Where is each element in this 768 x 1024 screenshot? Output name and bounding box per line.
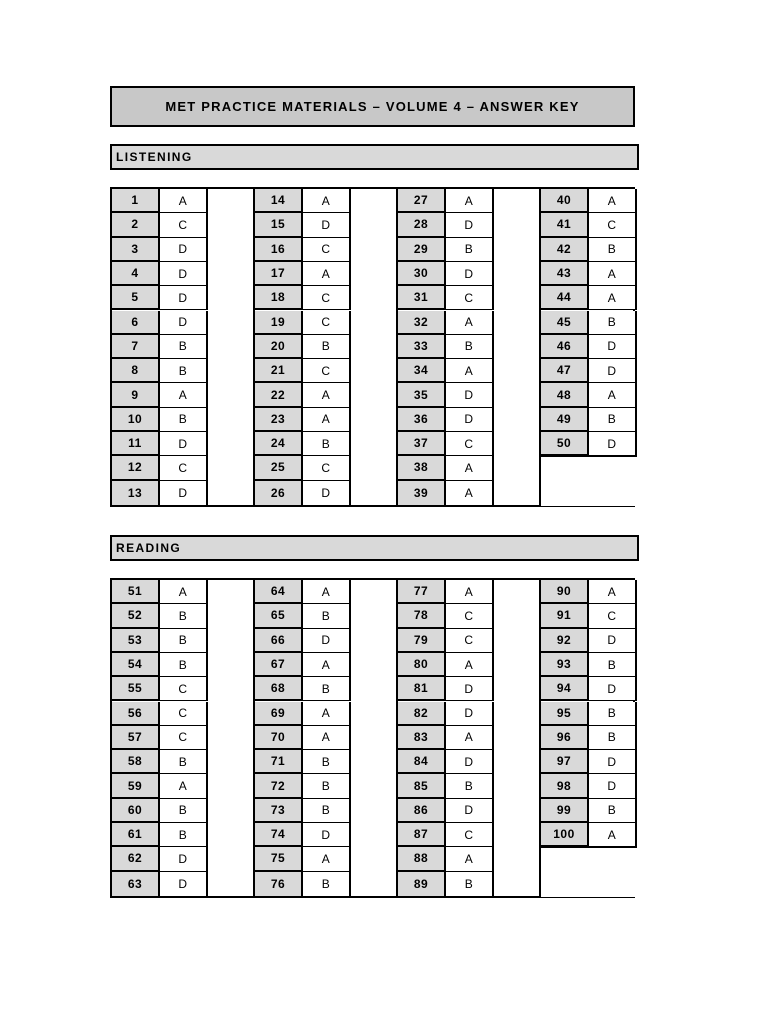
answer-letter: A: [446, 847, 494, 871]
answer-letter: D: [446, 677, 494, 701]
answer-letter: D: [446, 383, 494, 407]
question-number: 62: [112, 847, 160, 871]
question-number: 81: [398, 677, 446, 701]
answer-letter: D: [589, 359, 637, 383]
question-number: 100: [541, 823, 589, 847]
answer-letter: B: [160, 359, 208, 383]
answer-letter: C: [446, 823, 494, 847]
answer-letter: A: [446, 311, 494, 335]
question-number: 82: [398, 702, 446, 726]
question-number: 45: [541, 311, 589, 335]
question-number: 86: [398, 799, 446, 823]
question-number: 9: [112, 383, 160, 407]
answer-letter: D: [446, 262, 494, 286]
question-number: 76: [255, 872, 303, 896]
answer-letter: C: [160, 456, 208, 480]
section-header-reading: READING: [110, 535, 639, 561]
question-number: 98: [541, 774, 589, 798]
question-number: 27: [398, 189, 446, 213]
question-number: 57: [112, 726, 160, 750]
answer-letter: D: [160, 432, 208, 456]
question-number: 88: [398, 847, 446, 871]
question-number: 72: [255, 774, 303, 798]
answer-letter: D: [160, 238, 208, 262]
question-number: 59: [112, 774, 160, 798]
answer-letter: B: [160, 604, 208, 628]
question-number: 34: [398, 359, 446, 383]
answer-letter: B: [303, 677, 351, 701]
answer-letter: C: [446, 629, 494, 653]
answer-letter: D: [303, 823, 351, 847]
answer-letter: C: [160, 677, 208, 701]
answer-letter: D: [160, 262, 208, 286]
question-number: 42: [541, 238, 589, 262]
question-number: 69: [255, 702, 303, 726]
answer-letter: A: [589, 580, 637, 604]
question-number: 93: [541, 653, 589, 677]
question-number: 53: [112, 629, 160, 653]
question-number: 29: [398, 238, 446, 262]
question-number: 22: [255, 383, 303, 407]
answer-letter: C: [446, 432, 494, 456]
answer-letter: B: [589, 702, 637, 726]
question-number: 77: [398, 580, 446, 604]
question-number: 4: [112, 262, 160, 286]
answer-letter: A: [589, 286, 637, 310]
question-number: 20: [255, 335, 303, 359]
answer-letter: A: [160, 383, 208, 407]
question-number: 39: [398, 481, 446, 505]
question-number: 16: [255, 238, 303, 262]
answer-letter: A: [303, 383, 351, 407]
answer-letter: D: [303, 629, 351, 653]
answer-letter: B: [589, 799, 637, 823]
answer-letter: A: [446, 481, 494, 505]
answer-letter: B: [303, 750, 351, 774]
question-number: 28: [398, 213, 446, 237]
answer-letter: A: [303, 653, 351, 677]
answer-letter: A: [160, 189, 208, 213]
question-number: 37: [398, 432, 446, 456]
answer-letter: A: [446, 359, 494, 383]
question-number: 94: [541, 677, 589, 701]
answer-column: [112, 580, 208, 896]
answer-column: [398, 580, 494, 896]
question-number: 47: [541, 359, 589, 383]
answer-letter: B: [446, 238, 494, 262]
question-number: 51: [112, 580, 160, 604]
answer-letter: B: [589, 726, 637, 750]
question-number: 12: [112, 456, 160, 480]
question-number: 71: [255, 750, 303, 774]
answer-letter: D: [303, 213, 351, 237]
answer-letter: B: [446, 872, 494, 896]
empty-cell: [541, 846, 637, 897]
answer-letter: A: [303, 726, 351, 750]
answer-letter: A: [303, 702, 351, 726]
answer-letter: A: [446, 726, 494, 750]
column-divider: [253, 189, 255, 505]
answer-letter: A: [446, 456, 494, 480]
answer-letter: A: [446, 189, 494, 213]
answer-letter: A: [160, 580, 208, 604]
answer-letter: A: [303, 262, 351, 286]
question-number: 10: [112, 408, 160, 432]
question-number: 65: [255, 604, 303, 628]
question-number: 85: [398, 774, 446, 798]
answer-letter: B: [589, 408, 637, 432]
question-number: 15: [255, 213, 303, 237]
question-number: 38: [398, 456, 446, 480]
answer-letter: C: [160, 702, 208, 726]
answer-letter: A: [303, 847, 351, 871]
answer-letter: A: [446, 580, 494, 604]
question-number: 91: [541, 604, 589, 628]
question-number: 1: [112, 189, 160, 213]
answer-letter: D: [589, 629, 637, 653]
answer-letter: B: [160, 799, 208, 823]
question-number: 13: [112, 481, 160, 505]
answer-letter: D: [446, 213, 494, 237]
section-header-listening: LISTENING: [110, 144, 639, 170]
answer-letter: B: [303, 432, 351, 456]
answer-column: [255, 580, 351, 896]
answer-letter: D: [446, 408, 494, 432]
question-number: 75: [255, 847, 303, 871]
answer-letter: D: [589, 677, 637, 701]
answer-letter: B: [160, 335, 208, 359]
answer-letter: B: [303, 799, 351, 823]
answer-letter: B: [589, 238, 637, 262]
answer-letter: A: [303, 408, 351, 432]
question-number: 66: [255, 629, 303, 653]
question-number: 35: [398, 383, 446, 407]
listening-answer-grid: [110, 187, 635, 507]
answer-letter: B: [589, 653, 637, 677]
answer-letter: C: [303, 286, 351, 310]
question-number: 96: [541, 726, 589, 750]
answer-letter: B: [160, 408, 208, 432]
question-number: 87: [398, 823, 446, 847]
question-number: 23: [255, 408, 303, 432]
question-number: 7: [112, 335, 160, 359]
question-number: 32: [398, 311, 446, 335]
answer-letter: D: [160, 311, 208, 335]
question-number: 50: [541, 432, 589, 456]
answer-letter: B: [160, 653, 208, 677]
answer-column: [541, 189, 637, 505]
question-number: 6: [112, 311, 160, 335]
answer-letter: B: [446, 774, 494, 798]
answer-letter: D: [160, 286, 208, 310]
question-number: 52: [112, 604, 160, 628]
question-number: 36: [398, 408, 446, 432]
answer-letter: D: [446, 702, 494, 726]
answer-letter: C: [589, 213, 637, 237]
answer-letter: A: [446, 653, 494, 677]
answer-letter: D: [160, 481, 208, 505]
question-number: 30: [398, 262, 446, 286]
answer-letter: A: [589, 383, 637, 407]
answer-letter: A: [303, 189, 351, 213]
question-number: 33: [398, 335, 446, 359]
question-number: 90: [541, 580, 589, 604]
answer-letter: C: [303, 238, 351, 262]
question-number: 61: [112, 823, 160, 847]
question-number: 92: [541, 629, 589, 653]
answer-letter: C: [160, 213, 208, 237]
answer-letter: B: [446, 335, 494, 359]
question-number: 21: [255, 359, 303, 383]
question-number: 24: [255, 432, 303, 456]
answer-letter: C: [303, 311, 351, 335]
column-divider: [253, 580, 255, 896]
answer-letter: C: [160, 726, 208, 750]
question-number: 14: [255, 189, 303, 213]
question-number: 95: [541, 702, 589, 726]
column-divider: [539, 580, 541, 896]
question-number: 54: [112, 653, 160, 677]
answer-letter: B: [160, 750, 208, 774]
reading-answer-grid: [110, 578, 635, 898]
question-number: 5: [112, 286, 160, 310]
answer-letter: B: [589, 311, 637, 335]
answer-letter: C: [446, 604, 494, 628]
answer-letter: B: [303, 335, 351, 359]
answer-letter: B: [303, 774, 351, 798]
question-number: 58: [112, 750, 160, 774]
question-number: 43: [541, 262, 589, 286]
question-number: 73: [255, 799, 303, 823]
question-number: 74: [255, 823, 303, 847]
question-number: 26: [255, 481, 303, 505]
answer-column: [255, 189, 351, 505]
answer-letter: D: [446, 799, 494, 823]
question-number: 31: [398, 286, 446, 310]
question-number: 44: [541, 286, 589, 310]
question-number: 19: [255, 311, 303, 335]
answer-letter: C: [446, 286, 494, 310]
question-number: 41: [541, 213, 589, 237]
answer-letter: D: [160, 847, 208, 871]
answer-letter: B: [160, 823, 208, 847]
answer-letter: C: [589, 604, 637, 628]
answer-letter: A: [303, 580, 351, 604]
question-number: 25: [255, 456, 303, 480]
answer-letter: D: [589, 335, 637, 359]
answer-letter: A: [589, 262, 637, 286]
answer-letter: B: [303, 872, 351, 896]
answer-letter: D: [589, 750, 637, 774]
question-number: 67: [255, 653, 303, 677]
answer-column: [112, 189, 208, 505]
question-number: 11: [112, 432, 160, 456]
column-divider: [396, 580, 398, 896]
question-number: 64: [255, 580, 303, 604]
question-number: 80: [398, 653, 446, 677]
question-number: 8: [112, 359, 160, 383]
answer-letter: D: [160, 872, 208, 896]
question-number: 2: [112, 213, 160, 237]
question-number: 3: [112, 238, 160, 262]
answer-letter: D: [446, 750, 494, 774]
question-number: 70: [255, 726, 303, 750]
question-number: 40: [541, 189, 589, 213]
column-divider: [539, 189, 541, 505]
question-number: 46: [541, 335, 589, 359]
question-number: 55: [112, 677, 160, 701]
answer-letter: D: [303, 481, 351, 505]
answer-letter: D: [589, 774, 637, 798]
question-number: 78: [398, 604, 446, 628]
answer-letter: A: [589, 823, 637, 847]
answer-letter: C: [303, 456, 351, 480]
answer-letter: A: [160, 774, 208, 798]
question-number: 49: [541, 408, 589, 432]
answer-column: [541, 580, 637, 896]
question-number: 99: [541, 799, 589, 823]
question-number: 48: [541, 383, 589, 407]
answer-letter: B: [160, 629, 208, 653]
answer-letter: C: [303, 359, 351, 383]
question-number: 79: [398, 629, 446, 653]
question-number: 89: [398, 872, 446, 896]
answer-letter: B: [303, 604, 351, 628]
question-number: 97: [541, 750, 589, 774]
question-number: 68: [255, 677, 303, 701]
empty-cell: [541, 455, 637, 506]
answer-key-title: MET PRACTICE MATERIALS – VOLUME 4 – ANSWER KEY: [110, 86, 635, 127]
answer-letter: D: [589, 432, 637, 456]
question-number: 17: [255, 262, 303, 286]
answer-column: [398, 189, 494, 505]
question-number: 84: [398, 750, 446, 774]
question-number: 18: [255, 286, 303, 310]
column-divider: [396, 189, 398, 505]
question-number: 63: [112, 872, 160, 896]
question-number: 60: [112, 799, 160, 823]
question-number: 56: [112, 702, 160, 726]
question-number: 83: [398, 726, 446, 750]
answer-letter: A: [589, 189, 637, 213]
